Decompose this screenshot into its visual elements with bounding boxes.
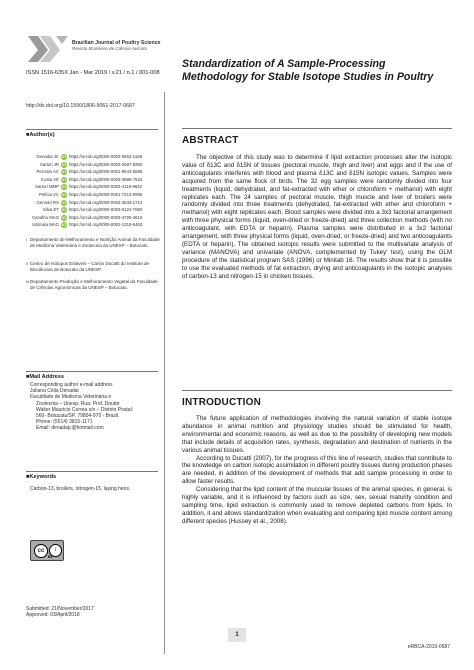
- orcid-icon[interactable]: iD: [62, 223, 66, 228]
- orcid-link[interactable]: https://orcid.org/0000-0003-0121-7060: [69, 207, 143, 213]
- introduction-heading: INTRODUCTION: [182, 397, 262, 408]
- orcid-link[interactable]: https://orcid.org/0000-0002-3633-1712: [69, 199, 143, 205]
- orcid-link[interactable]: https://orcid.org/0000-0001-7213-0995: [69, 192, 143, 197]
- authors-divider: [26, 129, 158, 130]
- journal-subtitle: Revista Brasileira de Ciência Avícola: [72, 46, 147, 51]
- doi-link[interactable]: http://dx.doi.org/10.1590/1806-9061-2017-0687: [26, 103, 135, 109]
- introduction-text: The future application of methodologies involving the natural variation of stable isotope abundance in animal nutrition and physiology studies should be stimulated for health, environmental and economic reasons, as well as due to the possibility of developing new models that include details of acquisition rates, synthesis, degradation and destination of nutrients in the various animal tissues. According to Ducatti (2007), for the progress of this line of research, studies that contribute to the knowledge on carbon isotopic assimilation in different poultry tissues during production phases are needed, in addition of the development of methods that add sample processing in order to allow faster results. Considering that the lipid content of the muscular tissues of the animal species, in general, is highly variable, and it is influenced by factors such as size, sex, sexual maturity condition and sampling time, lipid extraction is commonly used to remove depleted carbons from lipids. In addition, it and allows standardization when evaluating and comparing lipid muscle content among different species (Hussey et al., 2008).: [182, 415, 452, 525]
- orcid-icon[interactable]: iD: [62, 215, 66, 220]
- cc-license-icon[interactable]: cc i BY: [30, 540, 64, 561]
- orcid-icon[interactable]: iD: [62, 193, 66, 197]
- author-row: [26, 184, 158, 191]
- keywords-text: Carbon-13, broilers, nitrogen-15, laying hens.: [30, 486, 131, 492]
- submission-dates: Submitted: 21/November/2017 Approved: 03/April/2018: [26, 606, 94, 619]
- mail-address: Corresponding author e-mail address Juliana Célia Denadai Faculdade de Medicina Veterinária e Zootecnia – Unesp, Rua: Prof. Doutor Walter Mauricio Correa s/n – Distrito Postal: 560- Botucatu/SP, 79804-970 - Brazil. Phone: (5514) 3815-1171 Email: denadajc@hotmail.com: [30, 382, 158, 432]
- affiliation: II Centro de Isótopos Estáveis – Carlos Ducatti do Instituto de Biociências de Botucatu da UNESP.: [26, 261, 150, 272]
- journal-logo: [26, 34, 70, 64]
- abstract-divider: [182, 128, 452, 129]
- orcid-icon[interactable]: iD: [62, 185, 66, 190]
- author-name: Silva ET: [43, 207, 59, 213]
- orcid-link[interactable]: https://orcid.org/0000-0003-3889-7534: [69, 176, 143, 182]
- affiliation: I Departamento de Melhoramento e Nutrição Animal da Faculdade de Medicina Veterinária e Zootecnia da UNESP – Botucatu.: [26, 237, 160, 248]
- authors-heading: ■Author(s): [26, 132, 55, 138]
- affiliation: III Departamento Produção e Melhoramento Vegetal da Faculdade de Ciências Agronômicas da UNESP – Botucatu.: [26, 279, 158, 290]
- orcid-icon[interactable]: iD: [62, 177, 66, 182]
- author-row: [26, 215, 158, 222]
- author-row: [26, 177, 158, 184]
- issn-line: ISSN 1516-635X Jan - Mar 2019 / v.21 / n.1 / 001-008: [26, 70, 160, 76]
- author-name: Pelícia VC: [38, 192, 59, 197]
- author-row: [26, 154, 158, 161]
- by-person-icon: i: [49, 544, 62, 557]
- abstract-text: The objective of this study was to determine if lipid extraction processes alter the isotopic value of δ13C and δ15N of tissues (pectoral muscle, thigh and liver) and eggs and if the use of anticoagulants interferes with blood and plasma δ13C and δ15N isotopic values. Samples were acquired from the same flock of birds. The 32 egg samples were randomly divided into four treatments (liquid, dehydrated, and fat-extracted with ether or chloroform + methanol) with eight replicates each. The 24 samples of pectoral muscle, thigh muscle and liver of broilers were randomly divided into three treatments (dehydrated, fat-extracted with ether and chloroform + methanol) with eight replicates each. Blood samples were divided into a 3x3 factorial arrangement with three physical forms (liquid, oven-dried or freeze-dried) and three collection methods (with no anticoagulant, with EDTA or heparin). Plasma samples were distributed in a 3x2 factorial arrangement, with three physical forms (liquid, oven-dried, or freeze-dried) and two anticoagulants (EDTA or heparin). The obtained isotopic results were submitted to the multivariate analysis of variance (MANOVA) and univariate (ANOVA, complemented by Tukey' test), using the GLM procedure of the statistical program SAS (1996) or Minitab 16. The results show that it is possible to use the evaluated methods of fat extraction, drying and anticoagulants in the isotopic analyses of carbon-13 and nitrogen-15 in chicken tissues.: [182, 154, 452, 280]
- mail-divider: [26, 371, 158, 372]
- sidebar-divider: [164, 92, 165, 654]
- author-name: Sartori MMP: [35, 184, 59, 190]
- article-reference: eRBCA-2019-0687: [407, 644, 450, 650]
- keywords-heading: ■Keywords: [26, 474, 57, 480]
- orcid-icon[interactable]: iD: [62, 208, 66, 213]
- orcid-link[interactable]: https://orcid.org/0000-0003-4700-4618: [69, 214, 143, 220]
- author-row: [26, 162, 158, 169]
- orcid-link[interactable]: https://orcid.org/0000-0002-1319-5463: [69, 222, 143, 228]
- orcid-icon[interactable]: iD: [62, 162, 66, 167]
- author-row: [26, 192, 158, 199]
- author-name: Pezzato AC: [36, 169, 59, 175]
- author-row: [26, 169, 158, 176]
- orcid-link[interactable]: https://orcid.org/0000-0001-9543-5688: [69, 169, 143, 175]
- introduction-divider: [182, 390, 452, 391]
- page-number: 1: [228, 628, 246, 642]
- orcid-icon[interactable]: iD: [62, 155, 66, 159]
- abstract-heading: ABSTRACT: [182, 135, 239, 146]
- orcid-link[interactable]: https://orcid.org/0000-0003-0853-1159: [69, 154, 143, 159]
- keywords-divider: [26, 471, 158, 472]
- journal-name: Brazilian Journal of Poultry Science: [72, 40, 161, 46]
- orcid-icon[interactable]: iD: [62, 200, 66, 205]
- paper-title: Standardization of A Sample-Processing Methodology for Stable Isotope Studies in Poultry: [182, 58, 434, 83]
- mail-heading: ■Mail Address: [26, 374, 64, 380]
- orcid-icon[interactable]: iD: [62, 170, 66, 175]
- author-row: [26, 207, 158, 214]
- orcid-link[interactable]: https://orcid.org/0000-0003-4119-8642: [69, 184, 143, 190]
- orcid-link[interactable]: https://orcid.org/0000-0003-2697-8250: [69, 161, 143, 167]
- author-name: Denadai JC: [36, 154, 59, 159]
- author-name: Costa VE: [40, 176, 59, 182]
- author-name: Canalho MAO: [32, 214, 59, 220]
- author-row: [26, 200, 158, 207]
- author-row: [26, 222, 158, 229]
- author-name: Gennari RS: [36, 199, 59, 205]
- email-link[interactable]: Email: denadajc@hotmail.com: [36, 425, 104, 432]
- author-name: Sartori JR: [39, 161, 59, 167]
- author-name: Ishizuka MAO: [32, 222, 59, 228]
